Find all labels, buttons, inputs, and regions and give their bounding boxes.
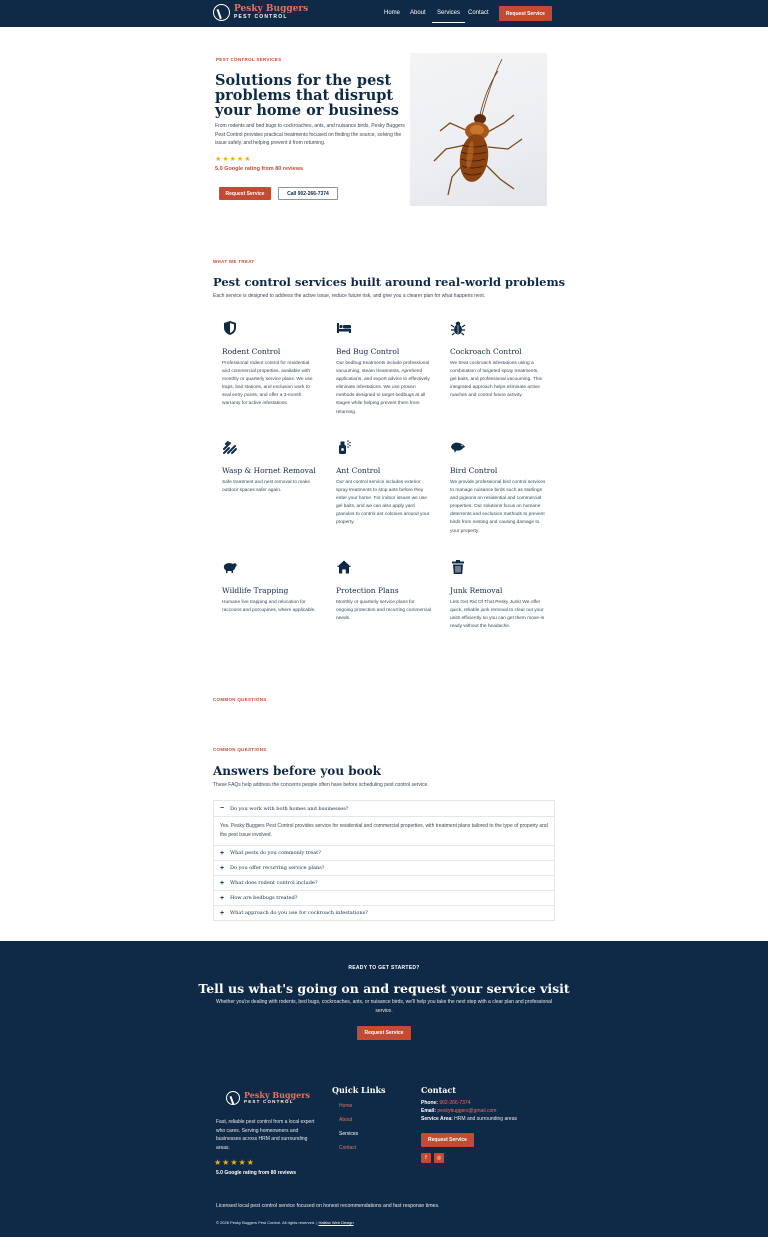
- logo-icon: [226, 1091, 240, 1105]
- hero-call-button[interactable]: Call 902-266-7374: [278, 187, 338, 200]
- email-link[interactable]: peskybuggers@gmail.com: [437, 1108, 497, 1114]
- hero-stars: ★★★★★: [215, 156, 252, 163]
- service-desc: Lets Get Rid Of That Pesky Junk! We offer quick, reliable junk removal to clear out your units efficiently so you can get them move-in ready without the headache.: [450, 600, 545, 630]
- hero-eyebrow: PEST CONTROL SERVICES: [216, 57, 282, 62]
- faq-item[interactable]: [214, 905, 554, 920]
- area-value: HRM and surrounding areas: [454, 1116, 517, 1122]
- top-nav: [0, 0, 768, 27]
- footer-brand-sub: PEST CONTROL: [244, 1099, 294, 1105]
- phone-label: Phone:: [421, 1100, 438, 1106]
- spray-icon: [336, 439, 352, 455]
- faq-title: Answers before you book: [213, 764, 381, 778]
- service-desc: Safe treatment and nest removal to make outdoor spaces safer again.: [222, 480, 310, 494]
- service-card-wasp: [222, 439, 318, 495]
- faq-question: How are bedbugs treated?: [230, 895, 298, 901]
- nav-about[interactable]: About: [410, 10, 426, 16]
- faq-item[interactable]: [214, 890, 554, 905]
- faq-accordion: [213, 800, 555, 921]
- service-title: Bed Bug Control: [336, 347, 400, 356]
- nav-home[interactable]: Home: [384, 10, 401, 16]
- hero-request-service-button[interactable]: Request Service: [219, 187, 271, 200]
- service-title: Rodent Control: [222, 347, 281, 356]
- faq-item[interactable]: [214, 875, 554, 890]
- wasp-icon: [222, 439, 238, 455]
- service-title: Cockroach Control: [450, 347, 522, 356]
- hero-description: From rodents and bed bugs to cockroaches, ants, and nuisance birds, Pesky Buggers Pest Control provides practical treatments focused on finding the source, solving the issue safely, and helping prevent it from returning.: [215, 123, 405, 146]
- facebook-icon[interactable]: f: [421, 1153, 431, 1163]
- copyright-text: © 2026 Pesky Buggers Pest Control. All rights reserved. |: [216, 1220, 318, 1225]
- faq-item-open[interactable]: [214, 801, 554, 816]
- services-eyebrow: WHAT WE TREAT: [213, 259, 255, 264]
- footer-link-about[interactable]: About: [339, 1117, 353, 1123]
- service-card-rodent: [222, 320, 318, 409]
- service-desc: Monthly or quarterly service plans for ongoing protection and recurring commercial needs.: [336, 600, 431, 622]
- faq-question: Do you work with both homes and businesses?: [230, 805, 349, 812]
- faq-question: Do you offer recurring service plans?: [230, 865, 325, 871]
- faq-question: What pests do you commonly treat?: [230, 850, 321, 856]
- animal-icon: [222, 559, 238, 575]
- brand-sub: PEST CONTROL: [234, 14, 288, 20]
- service-desc: Our bedbug treatments include professional vacuuming, steam treatments, Aprehend applications, and expert advice to effectively eliminate infestations. We use proven methods designed to target bedbugs at all stages while helping prevent them from returning.: [336, 361, 430, 415]
- service-title: Junk Removal: [450, 586, 503, 595]
- footer-link-services[interactable]: Services: [339, 1131, 359, 1137]
- nav-services[interactable]: Services: [437, 10, 461, 16]
- footer-brand-name: Pesky Buggers: [244, 1090, 310, 1101]
- footer-link-contact[interactable]: Contact: [339, 1145, 357, 1151]
- faq-eyebrow: COMMON QUESTIONS: [213, 747, 267, 752]
- brand-name: Pesky Buggers: [234, 4, 309, 14]
- hero-rating: 5.0 Google rating from 80 reviews: [215, 166, 304, 172]
- area-label: Service Area:: [421, 1116, 453, 1122]
- service-desc: Professional rodent control for residential and commercial properties, available with monthly or quarterly service plans. We use traps, bait stations, and exclusion work to seal entry points, and offer a 3-month warranty for active infestations.: [222, 361, 313, 407]
- footer-tagline: Licensed local pest control service focused on honest recommendations and fast response times.: [216, 1203, 440, 1209]
- credit-link[interactable]: Halifax Web Design: [318, 1220, 354, 1225]
- services-subtitle: Each service is designed to address the active issue, reduce future risk, and give you a clearer plan for what happens next.: [213, 293, 486, 299]
- cta-description: Whether you're dealing with rodents, bed bugs, cockroaches, ants, or nuisance birds, we'll help you take the next step with a clear plan and professional service.: [216, 999, 552, 1014]
- cockroach-image: [410, 53, 547, 206]
- footer-logo[interactable]: [226, 1091, 310, 1105]
- cta-eyebrow: READY TO GET STARTED?: [348, 965, 420, 971]
- service-title: Wasp & Hornet Removal: [222, 466, 316, 475]
- service-title: Ant Control: [336, 466, 381, 475]
- home-icon: [336, 559, 352, 575]
- shield-icon: [222, 320, 238, 336]
- faq-subtitle: These FAQs help address the concerns people often have before scheduling pest control service.: [213, 782, 429, 788]
- footer-link-home[interactable]: Home: [339, 1103, 353, 1109]
- nav-request-service-button[interactable]: Request Service: [499, 6, 552, 21]
- faq-item[interactable]: [214, 860, 554, 875]
- service-card-bed-bug: [336, 320, 432, 417]
- plus-icon: +: [220, 909, 225, 917]
- phone-link[interactable]: 902-266-7374: [439, 1100, 471, 1106]
- services-title: Pest control services built around real-world problems: [213, 275, 566, 289]
- faq-item[interactable]: [214, 845, 554, 860]
- service-title: Wildlife Trapping: [222, 586, 289, 595]
- plus-icon: +: [220, 894, 225, 902]
- service-card-wildlife: [222, 559, 318, 615]
- faq-eyebrow-top: COMMON QUESTIONS: [213, 697, 267, 702]
- service-title: Protection Plans: [336, 586, 399, 595]
- cta-title: Tell us what's going on and request your service visit: [198, 981, 570, 996]
- service-card-bird: [450, 439, 546, 536]
- service-card-junk: [450, 559, 546, 631]
- nav-contact[interactable]: Contact: [468, 10, 489, 16]
- hero-title: Solutions for the pest problems that disrupt your home or business: [215, 72, 399, 119]
- service-title: Bird Control: [450, 466, 498, 475]
- footer-about: Fast, reliable pest control from a local expert who cares. Serving homeowners and businesses across HRM and surrounding areas.: [216, 1119, 315, 1151]
- plus-icon: +: [220, 864, 225, 872]
- plus-icon: +: [220, 849, 225, 857]
- service-desc: Humane live trapping and relocation for raccoons and porcupines, where applicable.: [222, 600, 316, 614]
- bird-icon: [450, 439, 466, 455]
- faq-question: What approach do you use for cockroach infestations?: [230, 910, 368, 916]
- trash-icon: [450, 559, 466, 575]
- service-desc: Our ant control service includes exterior spray treatments to stop ants before they enter your home. For indoor issues we use gel baits, and we can also apply yard granules to control ant colonies around your property.: [336, 480, 430, 526]
- instagram-icon[interactable]: ◎: [434, 1153, 444, 1163]
- quick-links-title: Quick Links: [332, 1085, 386, 1095]
- service-desc: We treat cockroach infestations using a combination of targeted spray treatments, gel baits, and professional vacuuming. This integrated approach helps eliminate active roaches and control future activity.: [450, 361, 542, 399]
- cta-request-service-button[interactable]: Request Service: [357, 1026, 411, 1040]
- contact-area-row: [421, 1115, 517, 1124]
- footer-stars: ★★★★★: [214, 1158, 255, 1167]
- footer-rating: 5.0 Google rating from 80 reviews: [216, 1170, 297, 1176]
- brand-logo[interactable]: [213, 4, 308, 21]
- bed-icon: [336, 320, 352, 336]
- service-desc: We provide professional bird control services to manage nuisance birds such as starlings and pigeons on residential and commercial properties. Our solutions focus on humane deterrents and exclusion methods to prevent birds from nesting and causing damage to your property.: [450, 480, 546, 534]
- bug-icon: [450, 320, 466, 336]
- minus-icon: −: [220, 805, 225, 812]
- logo-icon: [213, 4, 230, 21]
- plus-icon: +: [220, 879, 225, 887]
- email-label: Email:: [421, 1108, 437, 1114]
- service-card-cockroach: [450, 320, 546, 400]
- faq-answer: Yes. Pesky Buggers Pest Control provides service for residential and commercial properties, with treatment plans tailored to the type of property and the pest issue involved.: [214, 816, 554, 845]
- footer-request-service-button[interactable]: Request Service: [421, 1133, 474, 1147]
- contact-title: Contact: [421, 1085, 456, 1095]
- service-card-ant: [336, 439, 432, 528]
- footer-copyright-row: [216, 1219, 354, 1228]
- service-card-protection: [336, 559, 432, 623]
- faq-question: What does rodent control include?: [230, 880, 318, 886]
